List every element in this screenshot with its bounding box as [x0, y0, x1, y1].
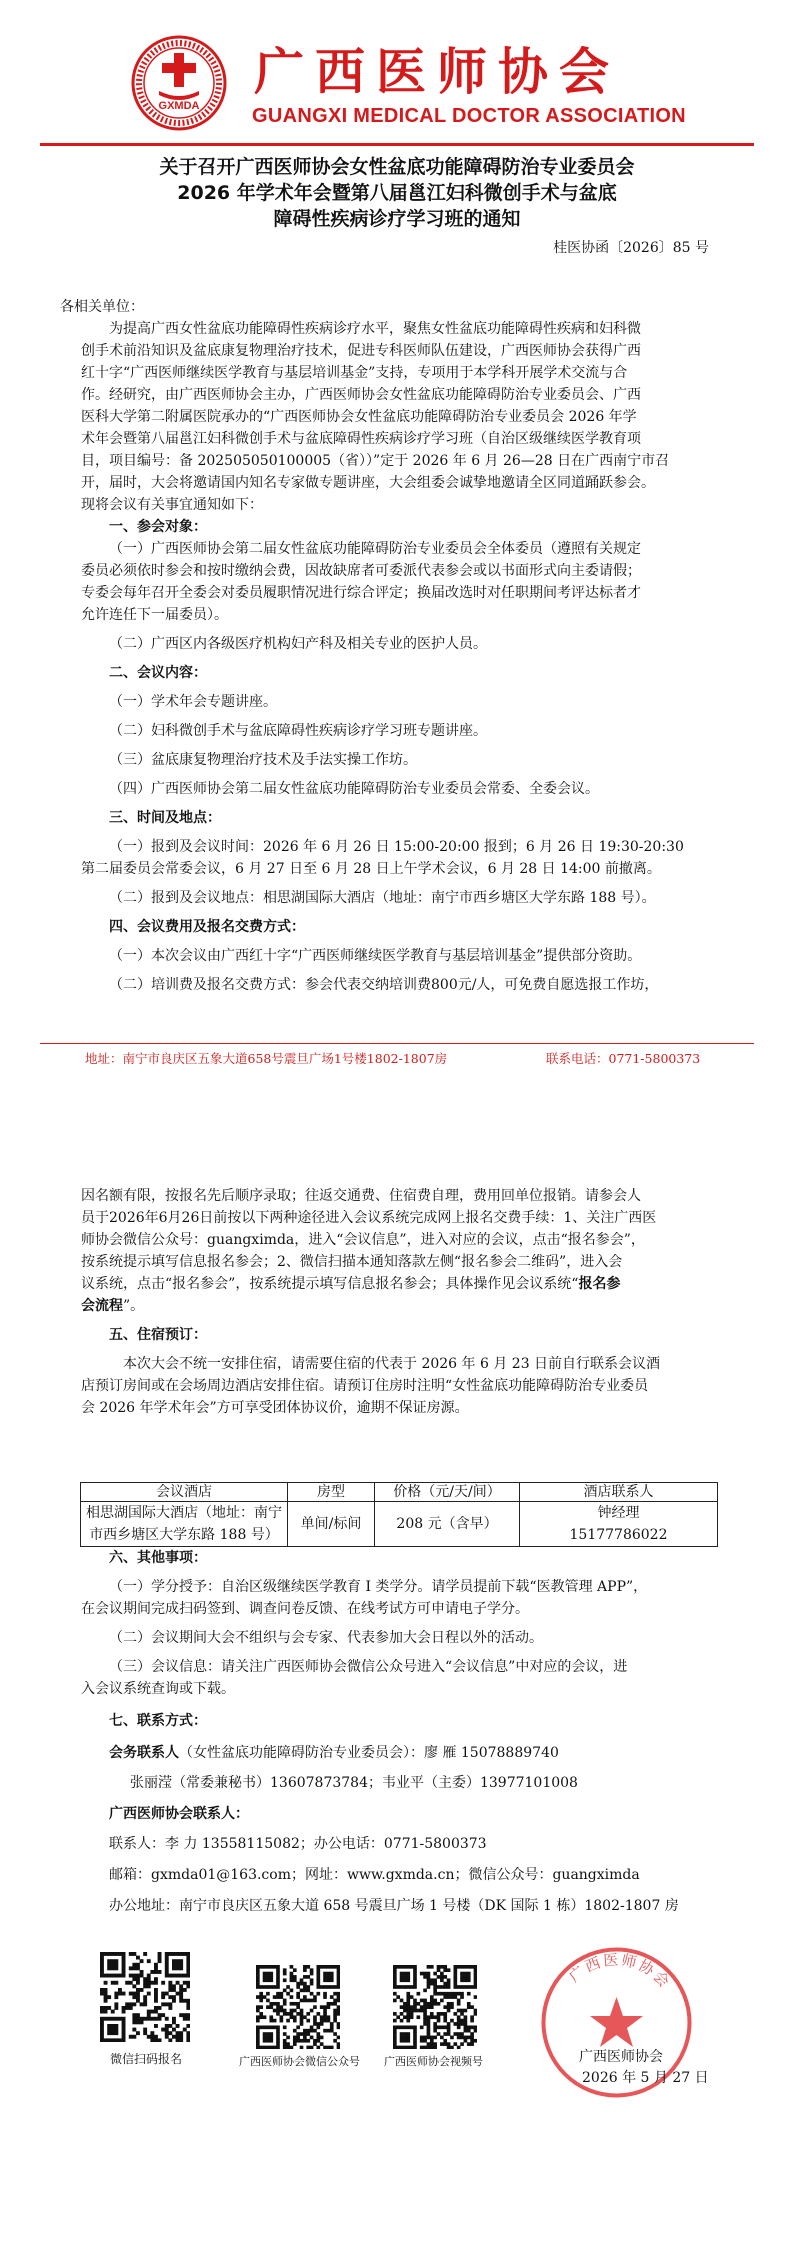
- assoc-contact-line: 联系人：李 力 13558115082；办公电话：0771-5800373: [109, 1836, 487, 1852]
- qr-label: 广西医师协会视频号: [384, 2055, 483, 2068]
- s4-line: （二）培训费及报名交费方式：参会代表交纳培训费800元/人，可免费自愿选报工作坊，: [109, 977, 659, 993]
- section-3-title: 三、时间及地点：: [109, 810, 221, 826]
- room-type-cell: 单间/标间: [288, 1502, 375, 1547]
- intro-line: 开，届时，大会将邀请国内知名专家做专题讲座，大会组委会诚挚地邀请全区同道踊跃参会。: [81, 475, 655, 491]
- s1-line: （二）广西区内各级医疗机构妇产科及相关专业的医护人员。: [109, 636, 487, 652]
- section-6-title: 六、其他事项：: [109, 1550, 207, 1566]
- org-name-cn: 广西医师协会: [254, 43, 620, 101]
- doc-title-line3: 障碍性疾病诊疗学习班的通知: [273, 208, 521, 230]
- assoc-address-line: 办公地址：南宁市良庆区五象大道 658 号震旦广场 1 号楼（DK 国际 1 栋）1802-1807 房: [109, 1898, 679, 1914]
- s2-line: （三）盆底康复物理治疗技术及手法实操工作坊。: [109, 752, 417, 768]
- header-divider: [40, 143, 754, 146]
- s3-line: （二）报到及会议地点：相思湖国际大酒店（地址：南宁市西乡塘区大学东路 188 号）。: [109, 890, 656, 906]
- s2-line: （一）学术年会专题讲座。: [109, 694, 277, 710]
- section-7-title: 七、联系方式：: [109, 1713, 207, 1729]
- doc-title-line1: 关于召开广西医师协会女性盆底功能障碍防治专业委员会: [159, 156, 635, 178]
- intro-line: 创手术前沿知识及盆底康复物理治疗技术，促进专科医师队伍建设，广西医师协会获得广西: [81, 343, 641, 359]
- doc-number: 桂医协函〔2026〕85 号: [553, 240, 709, 256]
- assoc-contact-title: 广西医师协会联系人：: [109, 1806, 249, 1822]
- section-4-title: 四、会议费用及报名交费方式：: [109, 919, 305, 935]
- s4-cont-line: 按系统提示填写信息报名参会；2、微信扫描本通知落款左侧“报名参会二维码”，进入会: [81, 1254, 623, 1270]
- intro-line: 红十字“广西医师继续医学教育与基层培训基金”支持，专项用于本学科开展学术交流与合: [81, 365, 628, 381]
- org-name-en: GUANGXI MEDICAL DOCTOR ASSOCIATION: [252, 105, 686, 127]
- s1-line: 允许连任下一届委员）。: [81, 607, 228, 623]
- section-1-title: 一、参会对象：: [109, 519, 207, 535]
- meeting-contact-line: 张丽滢（常委兼秘书）13607873784；韦业平（主委）13977101008: [130, 1775, 578, 1791]
- s2-line: （二）妇科微创手术与盆底障碍性疾病诊疗学习班专题讲座。: [109, 723, 487, 739]
- qr-pattern: [100, 1952, 190, 2042]
- register-qr-code[interactable]: [100, 1952, 190, 2042]
- intro-line: 现将会议有关事宜通知如下：: [81, 497, 263, 513]
- qr-label: 广西医师协会微信公众号: [239, 2055, 360, 2068]
- s3-line: （一）报到及会议时间：2026 年 6 月 26 日 15:00-20:00 报到；6 月 26 日 19:30-20:30: [109, 839, 684, 855]
- price-cell: 208 元（含早）: [375, 1502, 520, 1547]
- s2-line: （四）广西医师协会第二届女性盆底功能障碍防治专业委员会常委、全委会议。: [109, 781, 599, 797]
- meeting-contact-line: 会务联系人（女性盆底功能障碍防治专业委员会）：廖 雁 15078889740: [109, 1745, 559, 1761]
- table-header: 价格（元/天/间）: [375, 1483, 520, 1502]
- footer-divider: [40, 1043, 754, 1044]
- s4-cont-line: 因名额有限，按报名先后顺序录取；往返交通费、住宿费自理，费用回单位报销。请参会人: [81, 1188, 641, 1204]
- doc-title-line2: 2026 年学术年会暨第八届邕江妇科微创手术与盆底: [177, 182, 617, 204]
- table-header-row: [81, 1483, 718, 1502]
- seal-text: 广西医师协会: [565, 1950, 675, 1993]
- s1-line: （一）广西医师协会第二届女性盆底功能障碍防治专业委员会全体委员（遵照有关规定: [109, 541, 641, 557]
- s6-line: （三）会议信息：请关注广西医师协会微信公众号进入“会议信息”中对应的会议，进: [109, 1659, 628, 1675]
- qr-pattern: [393, 1965, 477, 2049]
- s6-line: （一）学分授予：自治区级继续医学教育 I 类学分。请学员提前下载“医教管理 APP”，: [109, 1579, 648, 1595]
- s1-line: 专委会每年召开全委会对委员履职情况进行综合评定；换届改选时对任职期间考评达标者才: [81, 585, 641, 601]
- table-header: 房型: [288, 1483, 375, 1502]
- table-row: [81, 1502, 718, 1547]
- s6-line: 在会议期间完成扫码签到、调查问卷反馈、在线考试方可申请电子学分。: [81, 1601, 529, 1617]
- s1-line: 委员必须依时参会和按时缴纳会费，因故缺席者可委派代表参会或以书面形式向主委请假；: [81, 563, 641, 579]
- video-channel-qr-code[interactable]: [393, 1965, 477, 2049]
- intro-line: 医科大学第二附属医院承办的“广西医师协会女性盆底功能障碍防治专业委员会 2026 年学: [81, 409, 637, 425]
- signature-date: 2026 年 5 月 27 日: [582, 2070, 709, 2086]
- s4-cont-line: 会流程”。: [81, 1298, 145, 1314]
- wechat-official-qr-code[interactable]: [256, 1965, 340, 2049]
- logo-text: GXMDA: [158, 100, 200, 112]
- hotel-cell: 相思湖国际大酒店（地址：南宁 市西乡塘区大学东路 188 号）: [81, 1502, 288, 1547]
- assoc-email-line: 邮箱：gxmda01@163.com；网址：www.gxmda.cn；微信公众号：guangximda: [109, 1867, 640, 1883]
- s4-line: （一）本次会议由广西红十字“广西医师继续医学教育与基层培训基金”提供部分资助。: [109, 948, 642, 964]
- intro-line: 为提高广西女性盆底功能障碍性疾病诊疗水平，聚焦女性盆底功能障碍性疾病和妇科微: [109, 321, 641, 337]
- s5-line: 本次大会不统一安排住宿，请需要住宿的代表于 2026 年 6 月 23 日前自行联系会议酒: [123, 1356, 661, 1372]
- signature-org: 广西医师协会: [579, 2049, 663, 2065]
- footer-contact: 联系电话：0771-5800373: [546, 1051, 701, 1066]
- gxmda-logo: [131, 35, 227, 131]
- hotel-table: [80, 1482, 718, 1547]
- qr-pattern: [256, 1965, 340, 2049]
- salutation: 各相关单位：: [60, 299, 144, 315]
- s3-line: 第二届委员会常委会议，6 月 27 日至 6 月 28 日上午学术会议，6 月 28 日 14:00 前撤离。: [81, 861, 661, 877]
- section-2-title: 二、会议内容：: [109, 665, 207, 681]
- qr-label: 微信扫码报名: [110, 2052, 183, 2066]
- footer-address: 地址：南宁市良庆区五象大道658号震旦广场1号楼1802-1807房: [85, 1051, 448, 1066]
- s5-line: 店预订房间或在会场周边酒店安排住宿。请预订住房时注明“女性盆底功能障碍防治专业委员: [81, 1378, 649, 1394]
- s6-line: 入会议系统查询或下载。: [81, 1681, 235, 1697]
- section-5-title: 五、住宿预订：: [109, 1327, 207, 1343]
- s5-line: 会 2026 年学术年会”方可享受团体协议价，逾期不保证房源。: [81, 1400, 469, 1416]
- intro-line: 目，项目编号：备 202505050100005（省））”定于 2026 年 6 月 26—28 日在广西南宁市召: [81, 453, 670, 469]
- table-header: 会议酒店: [81, 1483, 288, 1502]
- intro-line: 作。经研究，由广西医师协会主办，广西医师协会女性盆底功能障碍防治专业委员会、广西: [81, 387, 641, 403]
- hotel-contact-cell: 钟经理 15177786022: [520, 1502, 718, 1547]
- s4-cont-line: 员于2026年6月26日前按以下两种途径进入会议系统完成网上报名交费手续：1、关注广西医: [81, 1210, 657, 1226]
- s6-line: （二）会议期间大会不组织与会专家、代表参加大会日程以外的活动。: [109, 1630, 543, 1646]
- table-header: 酒店联系人: [520, 1483, 718, 1502]
- s4-cont-line: 师协会微信公众号：guangximda，进入“会议信息”，进入对应的会议，点击“报名参会”，: [81, 1232, 645, 1248]
- intro-line: 术年会暨第八届邕江妇科微创手术与盆底障碍性疾病诊疗学习班（自治区级继续医学教育项: [81, 431, 641, 447]
- s4-cont-line: 议系统，点击“报名参会”，按系统提示填写信息报名参会；具体操作见会议系统“报名参: [81, 1276, 621, 1292]
